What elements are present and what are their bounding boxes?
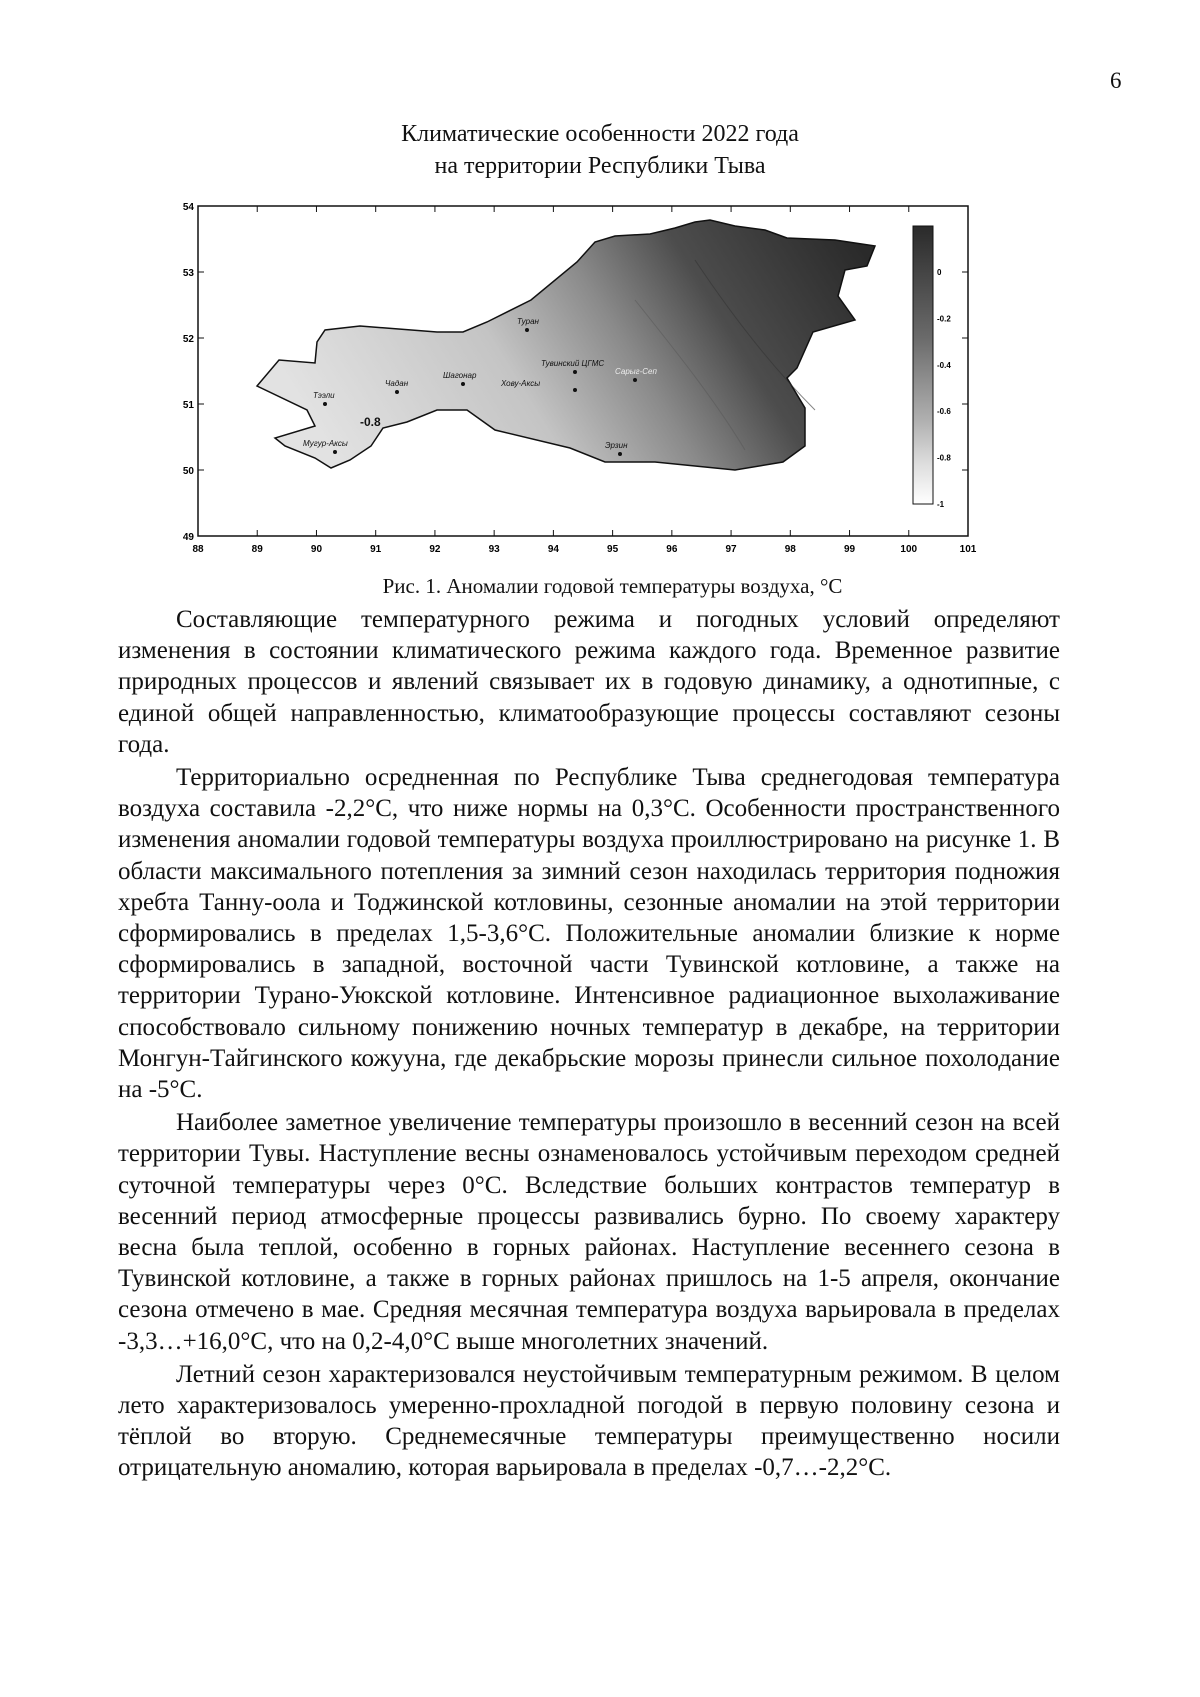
colorbar-label: -0.4 [937,360,951,370]
colorbar-label: 0 [937,268,942,277]
y-tick-label: 53 [182,268,194,279]
contour-label: -0.8 [360,415,381,429]
x-tick-label: 101 [959,544,977,555]
station-dot [333,450,337,454]
station-dot [323,402,327,406]
station-label: Тувинский ЦГМС [541,359,605,368]
x-tick-label: 93 [488,544,500,555]
station-label: Эрзин [605,441,628,450]
x-tick-label: 90 [310,544,323,555]
document-title [0,118,1200,182]
colorbar-label: -0.2 [937,314,951,324]
station-dot [633,378,637,382]
y-tick-label: 52 [182,334,194,345]
colorbar-label: -0.8 [937,453,951,463]
x-tick-label: 97 [725,544,737,555]
colorbar [913,226,933,504]
x-tick-label: 99 [843,544,856,555]
station-dot [395,390,399,394]
x-tick-label: 100 [900,544,918,555]
figure-caption: Рис. 1. Аномалии годовой температуры воздуха, °С [382,574,843,598]
station-label: Тээли [313,391,335,400]
region-shape [257,220,875,470]
x-tick-label: 98 [784,544,796,555]
station-label: Мугур-Аксы [303,439,348,448]
y-tick-label: 49 [182,532,194,543]
x-tick-label: 95 [607,544,619,555]
colorbar-label: -1 [937,500,945,509]
x-tick-label: 92 [429,544,441,555]
x-tick-label: 88 [192,544,204,555]
paragraph: Наиболее заметное увеличение температуры произошло в весенний сезон на всей территории Тувы. Наступление весны ознаменовалось устойчивым переходом средней суточной температуры через 0°С. Вследствие больших контрастов температур в весенний период атмосферные процессы развивались бурно. По своему характеру весна была теплой, особенно в горных районах. Наступление весеннего сезона в Тувинской котловине, а также в горных районах пришлось на 1-5 апреля, окончание сезона отмечено в мае. Средняя месячная температура воздуха варьировала в пределах -3,3…+16,0°С, что на 0,2-4,0°С выше многолетних значений. [118,1109,1060,1355]
body-text [118,604,1060,1484]
station-dot [573,370,577,374]
paragraph: Летний сезон характеризовался неустойчивым температурным режимом. В целом лето характеризовалось умеренно-прохладной погодой в первую половину сезона и тёплой во вторую. Среднемесячные температуры преимущественно носили отрицательную аномалию, которая варьировала в пределах -0,7…-2,2°С. [118,1360,1060,1482]
x-tick-label: 94 [547,544,559,555]
x-tick-label: 91 [370,544,382,555]
colorbar-label: -0.6 [937,407,951,417]
title-line-2: на территории Республики Тыва [434,153,766,179]
station-dot [461,382,465,386]
y-tick-label: 51 [182,400,194,411]
temperature-anomaly-map [175,200,995,570]
station-label: Чадан [385,379,409,388]
station-label: Туран [517,317,539,326]
station-label: Шагонар [443,371,477,380]
x-tick-label: 96 [666,544,678,555]
x-tick-label: 89 [251,544,263,555]
colorbar-labels [937,268,951,509]
station-dot [525,328,529,332]
station-label: Сарыг-Сеп [615,367,657,376]
page-number: 6 [1110,68,1122,93]
station-dot [618,452,622,456]
station-dot [573,388,577,392]
y-tick-label: 50 [182,466,194,477]
title-line-1: Климатические особенности 2022 года [401,121,799,147]
y-tick-label: 54 [182,202,194,213]
paragraph: Составляющие температурного режима и погодных условий определяют изменения в состоянии климатического режима каждого года. Временное развитие природных процессов и явлений связывает их в годовую динамику, а однотипные, с единой общей направленностью, климатообразующие процессы составляют сезоны года. [118,606,1060,758]
station-label: Хову-Аксы [501,379,541,388]
paragraph: Территориально осредненная по Республике Тыва среднегодовая температура воздуха составила -2,2°С, что ниже нормы на 0,3°С. Особенности пространственного изменения аномалии годовой температуры воздуха проиллюстрировано на рисунке 1. В области максимального потепления за зимний сезон находилась территория подножия хребта Танну-оола и Тоджинской котловины, сезонные аномалии на этой территории сформировались в пределах 1,5-3,6°С. Положительные аномалии близкие к норме сформировались в западной, восточной части Тувинской котловине, а также на территории Турано-Уюкской котловине. Интенсивное радиационное выхолаживание способствовало сильному понижению ночных температур в декабре, на территории Монгун-Тайгинского кожууна, где декабрьские морозы принесли сильное похолодание на -5°С. [118,764,1060,1104]
